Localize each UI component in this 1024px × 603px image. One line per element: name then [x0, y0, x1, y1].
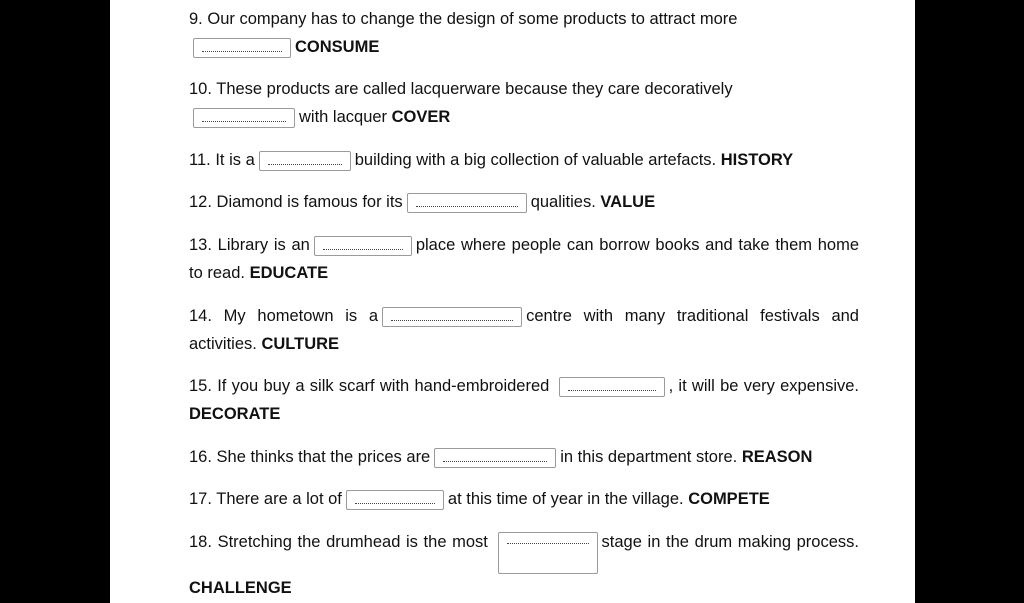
- word-form-clue: EDUCATE: [249, 264, 329, 282]
- question-11: [189, 146, 859, 174]
- word-form-clue: REASON: [741, 448, 813, 466]
- question-text-after: at this time of year in the village.: [447, 490, 684, 508]
- answer-blank-12[interactable]: [407, 193, 527, 213]
- answer-blank-15[interactable]: [559, 377, 665, 397]
- question-text-before: Diamond is famous for its: [216, 193, 403, 211]
- question-18: [189, 528, 859, 602]
- question-13: [189, 231, 859, 287]
- word-form-clue: COVER: [391, 108, 451, 126]
- question-text-before: Library is an: [217, 236, 310, 254]
- question-text-before: Stretching the drumhead is the most: [217, 533, 488, 551]
- question-text-after: qualities.: [530, 193, 596, 211]
- question-15: [189, 372, 859, 428]
- question-text-after: place where people can borrow books and take them home to read.: [189, 236, 860, 282]
- word-form-clue: CONSUME: [295, 38, 380, 56]
- word-form-clue: DECORATE: [189, 405, 281, 423]
- question-text-before: If you buy a silk scarf with hand-embroidered: [217, 377, 550, 395]
- question-text-after: , it will be very expensive.: [668, 377, 860, 395]
- word-form-clue: VALUE: [600, 193, 656, 211]
- question-12: [189, 188, 859, 216]
- answer-blank-10[interactable]: [193, 108, 295, 128]
- question-text-after: with lacquer: [299, 108, 388, 126]
- question-text-after: centre with many traditional festivals and activities.: [189, 307, 859, 353]
- question-text-after: building with a big collection of valuable artefacts.: [354, 151, 717, 169]
- word-form-clue: HISTORY: [720, 151, 794, 169]
- question-text-after: stage in the drum making process.: [601, 533, 859, 551]
- question-text-before: My hometown is a: [223, 307, 379, 325]
- answer-blank-16[interactable]: [434, 448, 556, 468]
- question-17: [189, 485, 859, 513]
- question-text-before: These products are called lacquerware because they care decoratively: [216, 80, 733, 98]
- question-number: 17.: [189, 490, 212, 508]
- question-number: 13.: [189, 236, 212, 254]
- question-number: 14.: [189, 307, 212, 325]
- question-text-before: There are a lot of: [216, 490, 342, 508]
- word-form-clue: COMPETE: [688, 490, 770, 508]
- question-10: [189, 75, 859, 131]
- question-16: [189, 443, 859, 471]
- word-form-clue: CHALLENGE: [189, 579, 292, 597]
- question-text-before: Our company has to change the design of some products to attract more: [207, 10, 738, 28]
- question-text-after: in this department store.: [560, 448, 738, 466]
- worksheet-page: [110, 0, 915, 603]
- question-number: 9.: [189, 10, 203, 28]
- question-number: 12.: [189, 193, 212, 211]
- answer-blank-17[interactable]: [346, 490, 444, 510]
- answer-blank-13[interactable]: [314, 236, 412, 256]
- question-number: 18.: [189, 533, 212, 551]
- question-14: [189, 302, 859, 358]
- answer-blank-11[interactable]: [259, 151, 351, 171]
- answer-blank-14[interactable]: [382, 307, 522, 327]
- question-text-before: It is a: [215, 151, 255, 169]
- word-form-clue: CULTURE: [261, 335, 340, 353]
- question-number: 11.: [189, 151, 211, 169]
- question-number: 10.: [189, 80, 212, 98]
- question-text-before: She thinks that the prices are: [216, 448, 431, 466]
- question-number: 16.: [189, 448, 212, 466]
- answer-blank-18[interactable]: [498, 532, 598, 574]
- question-number: 15.: [189, 377, 212, 395]
- question-9: [189, 5, 859, 61]
- answer-blank-9[interactable]: [193, 38, 291, 58]
